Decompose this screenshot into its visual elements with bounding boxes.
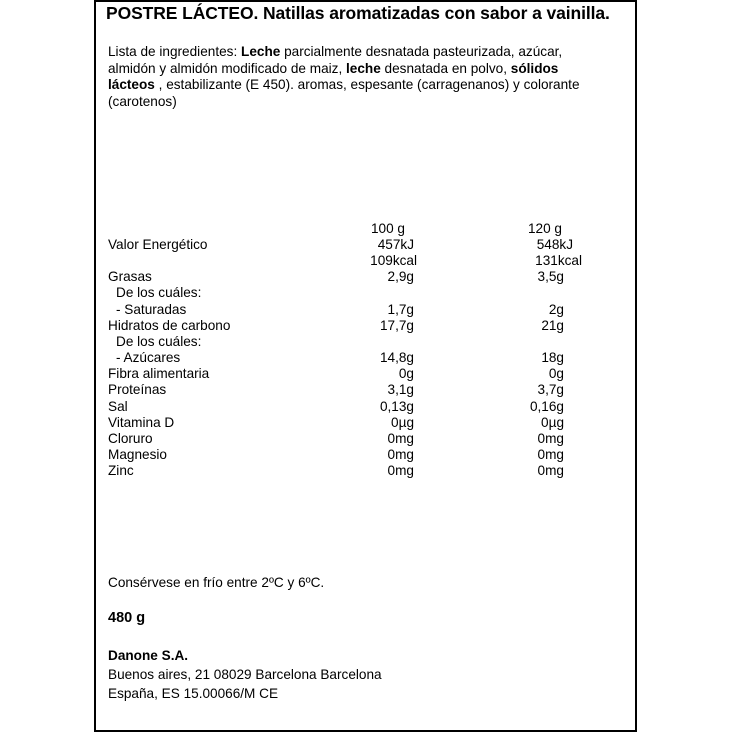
value-120g: 0,16g <box>529 399 564 414</box>
product-title: POSTRE LÁCTEO. Natillas aromatizadas con sabor a vainilla. <box>106 3 610 23</box>
column-header-100g: 100 g <box>370 221 405 236</box>
company-name: Danone S.A. <box>108 648 189 663</box>
ingredients-prefix: Lista de ingredientes: <box>108 44 242 59</box>
nutrient-label: Proteínas <box>108 382 167 397</box>
value-120g: 548kJ <box>536 237 573 252</box>
company-address-line-2: España, ES 15.00066/M CE <box>108 686 279 701</box>
value-100g: 0g <box>398 366 414 381</box>
nutrient-label: Grasas <box>108 269 152 284</box>
nutrition-row <box>108 318 588 334</box>
value-120g: 3,7g <box>537 382 564 397</box>
ingredients-text-3: , estabilizante (E 450). aromas, espesante (carragenanos) y colorante (carotenos) <box>108 77 580 109</box>
nutrition-row <box>108 415 588 431</box>
value-120g: 0mg <box>537 431 564 446</box>
nutrition-row <box>108 253 588 269</box>
value-120g: 0mg <box>537 447 564 462</box>
nutrition-row <box>108 366 588 382</box>
nutrient-label: Vitamina D <box>108 415 175 430</box>
value-100g: 0,13g <box>379 399 414 414</box>
value-120g: 0µg <box>541 415 564 430</box>
nutrition-row <box>108 447 588 463</box>
ingredient-bold-solidos: sólidos lácteos <box>108 60 559 92</box>
value-120g: 0g <box>548 366 564 381</box>
value-100g: 0mg <box>387 447 414 462</box>
value-120g: 131kcal <box>535 253 582 268</box>
value-100g: 109kcal <box>370 253 417 268</box>
nutrient-label: - Azúcares <box>116 350 181 365</box>
value-120g: 2g <box>548 302 564 317</box>
nutrient-label: Cloruro <box>108 431 153 446</box>
net-weight: 480 g <box>108 610 146 626</box>
company-address-line-1: Buenos aires, 21 08029 Barcelona Barcelona <box>108 667 382 682</box>
nutrient-sublabel: De los cuáles: <box>116 334 202 349</box>
value-100g: 0mg <box>387 463 414 478</box>
nutrition-row <box>108 237 588 253</box>
nutrient-label: Fibra alimentaria <box>108 366 210 381</box>
nutrition-row <box>108 285 588 301</box>
ingredients-text-1: parcialmente desnatada pasteurizada, azúcar, almidón y almidón modificado de maiz, <box>108 44 563 76</box>
value-100g: 2,9g <box>387 269 414 284</box>
nutrition-header-row <box>108 221 588 237</box>
value-120g: 18g <box>541 350 564 365</box>
value-100g: 17,7g <box>379 318 414 333</box>
nutrient-label: Hidratos de carbono <box>108 318 231 333</box>
nutrition-row <box>108 382 588 398</box>
value-100g: 0µg <box>391 415 414 430</box>
nutrition-row <box>108 334 588 350</box>
nutrition-row <box>108 302 588 318</box>
nutrition-row <box>108 463 588 479</box>
storage-instructions: Consérvese en frío entre 2ºC y 6ºC. <box>108 575 325 590</box>
ingredient-bold-leche-2: leche <box>346 60 381 76</box>
value-100g: 14,8g <box>379 350 414 365</box>
nutrition-row <box>108 350 588 366</box>
value-120g: 21g <box>541 318 564 333</box>
nutrient-label: Zinc <box>108 463 134 478</box>
value-100g: 0mg <box>387 431 414 446</box>
nutrient-label: - Saturadas <box>116 302 187 317</box>
column-header-120g: 120 g <box>527 221 562 236</box>
value-100g: 457kJ <box>377 237 414 252</box>
ingredients-list <box>108 44 608 110</box>
nutrition-row <box>108 431 588 447</box>
value-120g: 3,5g <box>537 269 564 284</box>
nutrient-sublabel: De los cuáles: <box>116 285 202 300</box>
nutrient-label: Sal <box>108 399 128 414</box>
value-120g: 0mg <box>537 463 564 478</box>
nutrition-row <box>108 399 588 415</box>
value-100g: 3,1g <box>387 382 414 397</box>
nutrient-label: Valor Energético <box>108 237 208 252</box>
value-100g: 1,7g <box>387 302 414 317</box>
nutrition-row <box>108 269 588 285</box>
nutrient-label: Magnesio <box>108 447 167 462</box>
ingredients-text-2: desnatada en polvo, <box>380 60 511 76</box>
ingredient-bold-leche: Leche <box>241 44 281 59</box>
